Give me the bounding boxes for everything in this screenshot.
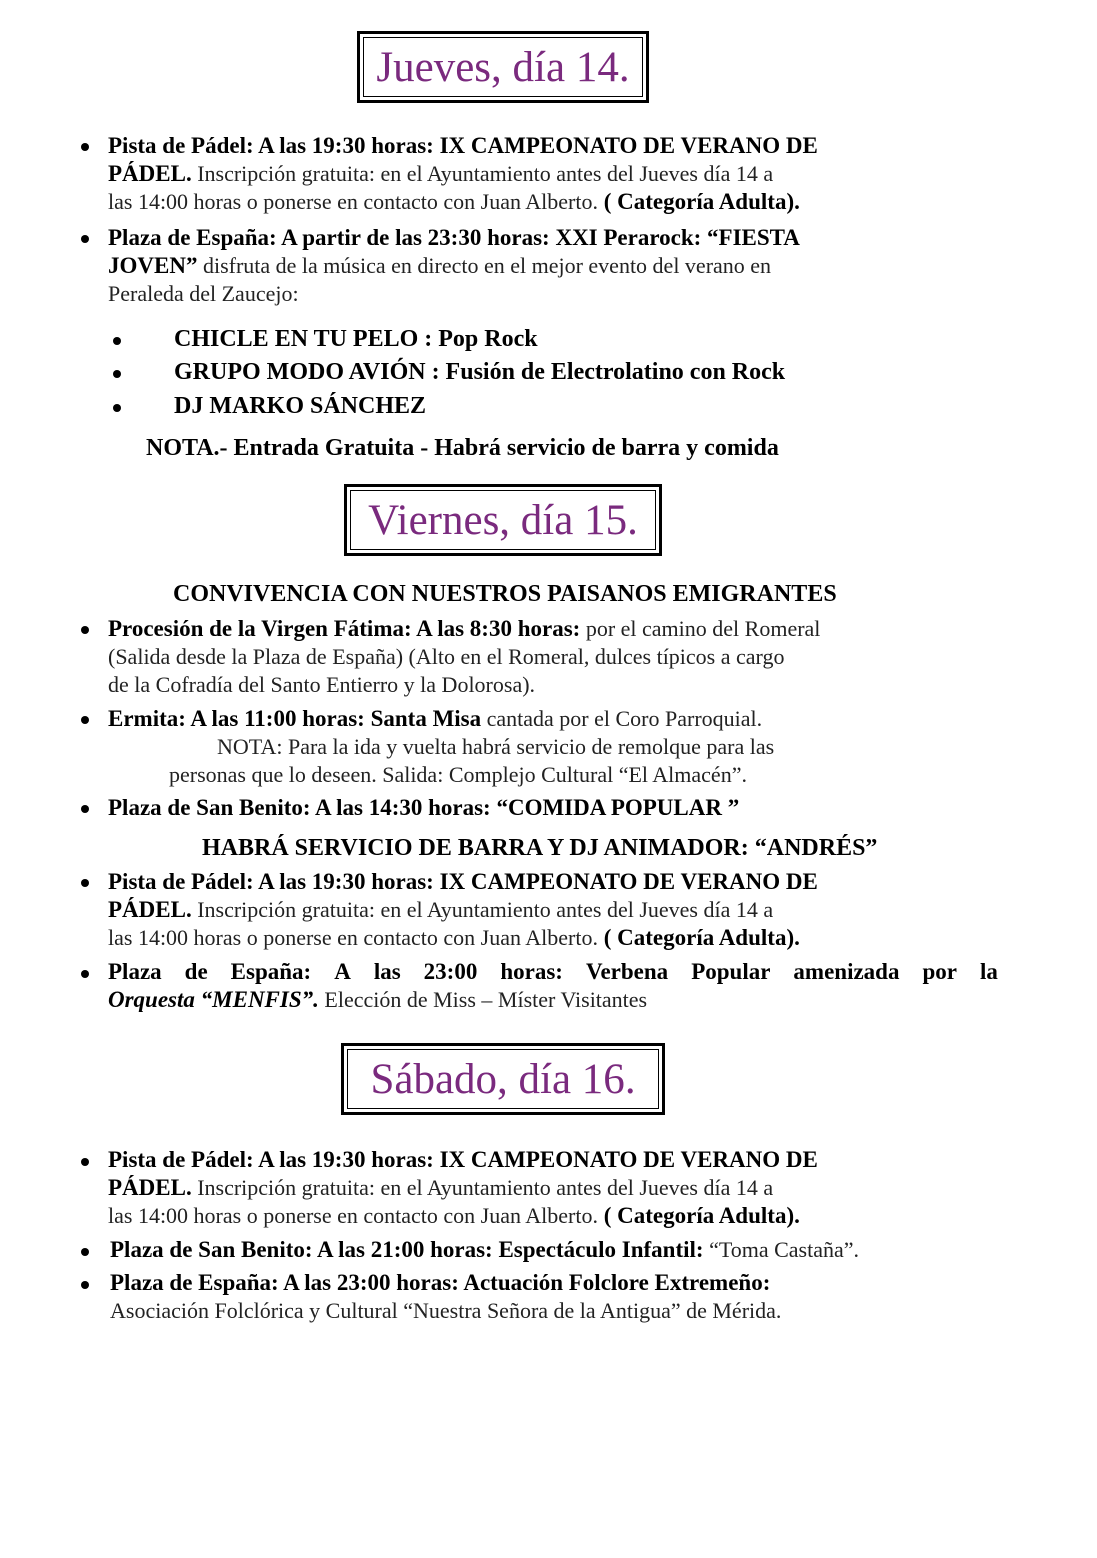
day-title: Sábado, día 16. [370, 1055, 636, 1103]
bullet-icon [81, 805, 89, 813]
band-item: DJ MARKO SÁNCHEZ [174, 393, 427, 419]
event-item: Plaza de España: A partir de las 23:30 horas: XXI Perarock: “FIESTA JOVEN” disfruta de la música en directo en el mejor evento del verano en Peraleda del Zaucejo: [108, 225, 800, 306]
event-item: Plaza de San Benito: A las 14:30 horas: “COMIDA POPULAR ” [108, 795, 740, 820]
justified-line: Plaza de España: A las 23:00 horas: Verbena Popular amenizada por la [108, 959, 998, 984]
note-text: NOTA: Para la ida y vuelta habrá servicio de remolque para las [217, 734, 775, 759]
event-item: Ermita: A las 11:00 horas: Santa Misa cantada por el Coro Parroquial. [108, 706, 763, 731]
event-item: Procesión de la Virgen Fátima: A las 8:30 horas: por el camino del Romeral (Salida desde la Plaza de España) (Alto en el Romeral, dulces típicos a cargo de la Cofradía del Santo Entierro y la Dolorosa). [108, 616, 821, 697]
event-item: Pista de Pádel: A las 19:30 horas: IX CAMPEONATO DE VERANO DE PÁDEL. Inscripción gratuita: en el Ayuntamiento antes del Jueves día 14 a las 14:00 horas o ponerse en contacto con Juan Alberto. ( Categoría Adulta). [108, 869, 818, 950]
bullet-icon [81, 970, 89, 978]
section-heading: CONVIVENCIA CON NUESTROS PAISANOS EMIGRANTES [173, 581, 837, 607]
band-item: CHICLE EN TU PELO : Pop Rock [174, 326, 538, 352]
bullet-icon [81, 1281, 89, 1289]
bullet-icon [113, 337, 121, 345]
band-item: GRUPO MODO AVIÓN : Fusión de Electrolatino con Rock [174, 359, 786, 385]
note-text: NOTA.- Entrada Gratuita - Habrá servicio de barra y comida [146, 435, 779, 461]
bullet-icon [113, 404, 121, 412]
day-header-jueves [357, 31, 649, 103]
bullet-icon [81, 716, 89, 724]
note-text: personas que lo deseen. Salida: Complejo Cultural “El Almacén”. [169, 762, 747, 787]
event-item: Plaza de España: A las 23:00 horas: Actuación Folclore Extremeño: Asociación Folclórica y Cultural “Nuestra Señora de la Antigua” de Mérida. [110, 1270, 782, 1323]
bullet-icon [81, 879, 89, 887]
note-text: HABRÁ SERVICIO DE BARRA Y DJ ANIMADOR: “ANDRÉS” [202, 835, 878, 861]
event-item: Plaza de España: A las 23:00 horas: Verbena Popular amenizada por la Orquesta “MENFIS”. Elección de Miss – Míster Visitantes [108, 959, 998, 1012]
day-header-sabado [341, 1043, 665, 1115]
bullet-icon [113, 370, 121, 378]
day-title: Jueves, día 14. [376, 43, 630, 91]
bullet-icon [81, 143, 89, 151]
bullet-icon [81, 626, 89, 634]
bullet-icon [81, 1158, 89, 1166]
bullet-icon [81, 235, 89, 243]
day-header-viernes [344, 484, 662, 556]
event-item: Pista de Pádel: A las 19:30 horas: IX CAMPEONATO DE VERANO DE PÁDEL. Inscripción gratuita: en el Ayuntamiento antes del Jueves día 14 a las 14:00 horas o ponerse en contacto con Juan Alberto. ( Categoría Adulta). [108, 133, 818, 214]
event-item: Plaza de San Benito: A las 21:00 horas: Espectáculo Infantil: “Toma Castaña”. [110, 1237, 860, 1262]
day-title: Viernes, día 15. [368, 496, 638, 544]
event-item: Pista de Pádel: A las 19:30 horas: IX CAMPEONATO DE VERANO DE PÁDEL. Inscripción gratuita: en el Ayuntamiento antes del Jueves día 14 a las 14:00 horas o ponerse en contacto con Juan Alberto. ( Categoría Adulta). [108, 1147, 818, 1228]
bullet-icon [81, 1248, 89, 1256]
